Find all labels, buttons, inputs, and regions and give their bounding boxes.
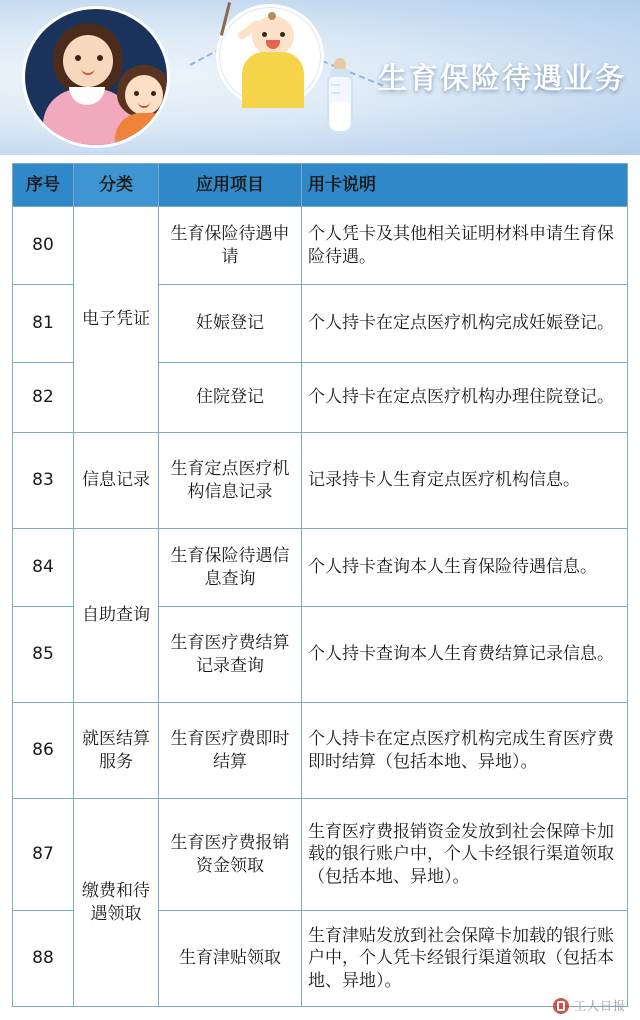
cell-seq: 84 [13, 529, 74, 607]
cell-seq: 85 [13, 607, 74, 703]
cell-category: 自助查询 [74, 529, 159, 703]
cell-item: 生育医疗费即时结算 [159, 703, 302, 799]
cell-category: 电子凭证 [74, 207, 159, 433]
table-row [13, 799, 628, 911]
newspaper-logo-icon [553, 998, 569, 1014]
cell-desc: 个人持卡在定点医疗机构完成生育医疗费即时结算（包括本地、异地）。 [302, 703, 628, 799]
baby-hair-icon [268, 12, 276, 20]
table-row [13, 529, 628, 607]
cell-item: 生育保险待遇信息查询 [159, 529, 302, 607]
cell-desc: 生育津贴发放到社会保障卡加载的银行账户中，个人凭卡经银行渠道领取（包括本地、异地）。 [302, 911, 628, 1007]
cell-item: 生育医疗费报销资金领取 [159, 799, 302, 911]
table-header-row [13, 164, 628, 207]
watermark-text: 工人日报 [573, 999, 626, 1013]
header-desc: 用卡说明 [302, 164, 628, 207]
cell-item: 生育津贴领取 [159, 911, 302, 1007]
cell-desc: 记录持卡人生育定点医疗机构信息。 [302, 433, 628, 529]
cell-desc: 个人持卡查询本人生育费结算记录信息。 [302, 607, 628, 703]
header-item: 应用项目 [159, 164, 302, 207]
cell-item: 生育定点医疗机构信息记录 [159, 433, 302, 529]
cell-item: 妊娠登记 [159, 285, 302, 363]
table-row [13, 703, 628, 799]
cell-category: 缴费和待遇领取 [74, 799, 159, 1007]
table-row [13, 433, 628, 529]
cell-item: 住院登记 [159, 363, 302, 433]
banner-title: 生育保险待遇业务 [377, 61, 626, 95]
cell-item: 生育保险待遇申请 [159, 207, 302, 285]
cell-item: 生育医疗费结算记录查询 [159, 607, 302, 703]
cell-desc: 生育医疗费报销资金发放到社会保障卡加载的银行账户中，个人卡经银行渠道领取（包括本地、异地）。 [302, 799, 628, 911]
baby-bottle-illustration [322, 58, 358, 140]
cell-desc: 个人凭卡及其他相关证明材料申请生育保险待遇。 [302, 207, 628, 285]
cell-desc: 个人持卡在定点医疗机构完成妊娠登记。 [302, 285, 628, 363]
cell-desc: 个人持卡在定点医疗机构办理住院登记。 [302, 363, 628, 433]
cell-seq: 87 [13, 799, 74, 911]
cell-seq: 82 [13, 363, 74, 433]
cell-seq: 81 [13, 285, 74, 363]
cell-seq: 86 [13, 703, 74, 799]
cell-seq: 83 [13, 433, 74, 529]
cell-seq: 88 [13, 911, 74, 1007]
card-usage-table [12, 163, 628, 1007]
mother-child-illustration [22, 6, 170, 148]
footer-watermark [553, 997, 626, 1014]
cell-category: 信息记录 [74, 433, 159, 529]
cell-desc: 个人持卡查询本人生育保险待遇信息。 [302, 529, 628, 607]
cell-category: 就医结算服务 [74, 703, 159, 799]
table-row [13, 207, 628, 285]
header-seq: 序号 [13, 164, 74, 207]
header-banner [0, 0, 640, 155]
cell-seq: 80 [13, 207, 74, 285]
header-category: 分类 [74, 164, 159, 207]
baby-body [242, 52, 304, 108]
baby-head [252, 16, 294, 56]
